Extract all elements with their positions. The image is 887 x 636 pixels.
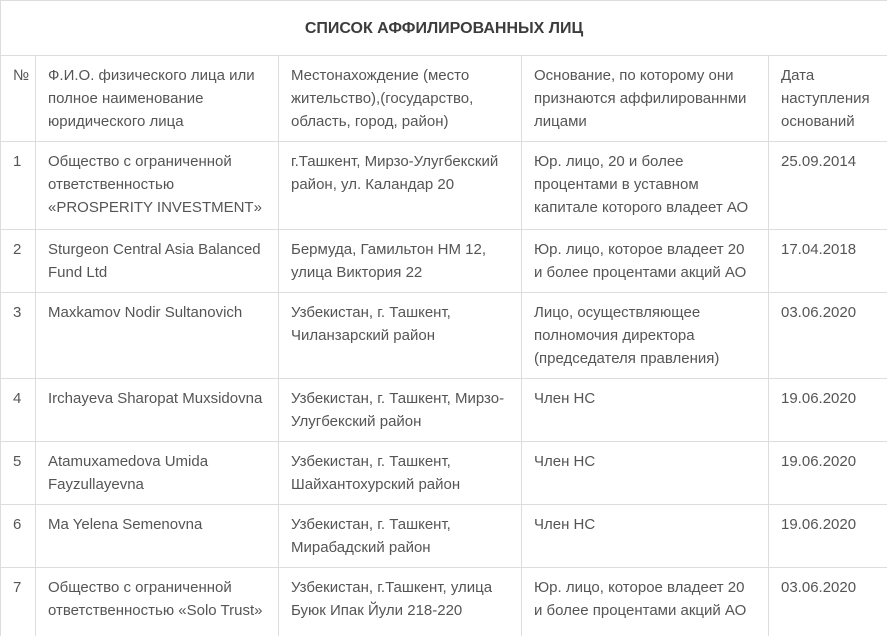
table-row [1, 568, 887, 636]
cell-date: 03.06.2020 [769, 568, 887, 636]
cell-name: Общество с ограниченной ответственностью «Solo Trust» [36, 568, 279, 636]
cell-location: г.Ташкент, Мирзо-Улугбекский район, ул. Каландар 20 [279, 142, 522, 230]
cell-basis: Член НС [522, 442, 769, 505]
table-title-row [1, 1, 887, 56]
cell-name: Irchayeva Sharopat Muxsidovna [36, 379, 279, 442]
table-row [1, 379, 887, 442]
cell-location: Узбекистан, г. Ташкент, Шайхантохурский район [279, 442, 522, 505]
cell-number: 6 [1, 505, 36, 568]
cell-basis: Юр. лицо, которое владеет 20 и более процентами акций АО [522, 568, 769, 636]
column-header-number: № [1, 56, 36, 142]
cell-basis: Лицо, осуществляющее полномочия директора (председателя правления) [522, 293, 769, 379]
cell-date: 19.06.2020 [769, 505, 887, 568]
cell-number: 4 [1, 379, 36, 442]
cell-number: 2 [1, 230, 36, 293]
cell-name: Ma Yelena Semenovna [36, 505, 279, 568]
cell-number: 3 [1, 293, 36, 379]
page-title: СПИСОК АФФИЛИРОВАННЫХ ЛИЦ [1, 1, 887, 56]
table-row [1, 442, 887, 505]
column-header-location: Местонахождение (место жительство),(государство, область, город, район) [279, 56, 522, 142]
cell-location: Бермуда, Гамильтон НМ 12, улица Виктория 22 [279, 230, 522, 293]
cell-name: Atamuxamedova Umida Fayzullayevna [36, 442, 279, 505]
cell-location: Узбекистан, г. Ташкент, Мирзо-Улугбекский район [279, 379, 522, 442]
cell-basis: Член НС [522, 505, 769, 568]
column-header-name: Ф.И.О. физического лица или полное наименование юридического лица [36, 56, 279, 142]
cell-basis: Член НС [522, 379, 769, 442]
table-row [1, 230, 887, 293]
cell-basis: Юр. лицо, которое владеет 20 и более процентами акций АО [522, 230, 769, 293]
cell-name: Общество с ограниченной ответственностью «PROSPERITY INVESTMENT» [36, 142, 279, 230]
cell-name: Maxkamov Nodir Sultanovich [36, 293, 279, 379]
cell-basis: Юр. лицо, 20 и более процентами в уставном капитале которого владеет АО [522, 142, 769, 230]
column-header-date: Дата наступления оснований [769, 56, 887, 142]
table-row [1, 505, 887, 568]
cell-date: 03.06.2020 [769, 293, 887, 379]
cell-location: Узбекистан, г.Ташкент, улица Буюк Ипак Йули 218-220 [279, 568, 522, 636]
cell-location: Узбекистан, г. Ташкент, Чиланзарский район [279, 293, 522, 379]
cell-date: 17.04.2018 [769, 230, 887, 293]
table-row [1, 293, 887, 379]
column-header-basis: Основание, по которому они признаются аффилированнми лицами [522, 56, 769, 142]
cell-location: Узбекистан, г. Ташкент, Мирабадский район [279, 505, 522, 568]
cell-date: 25.09.2014 [769, 142, 887, 230]
cell-date: 19.06.2020 [769, 442, 887, 505]
table-row [1, 142, 887, 230]
table-header-row [1, 56, 887, 142]
cell-number: 1 [1, 142, 36, 230]
cell-name: Sturgeon Central Asia Balanced Fund Ltd [36, 230, 279, 293]
cell-number: 7 [1, 568, 36, 636]
cell-number: 5 [1, 442, 36, 505]
cell-date: 19.06.2020 [769, 379, 887, 442]
